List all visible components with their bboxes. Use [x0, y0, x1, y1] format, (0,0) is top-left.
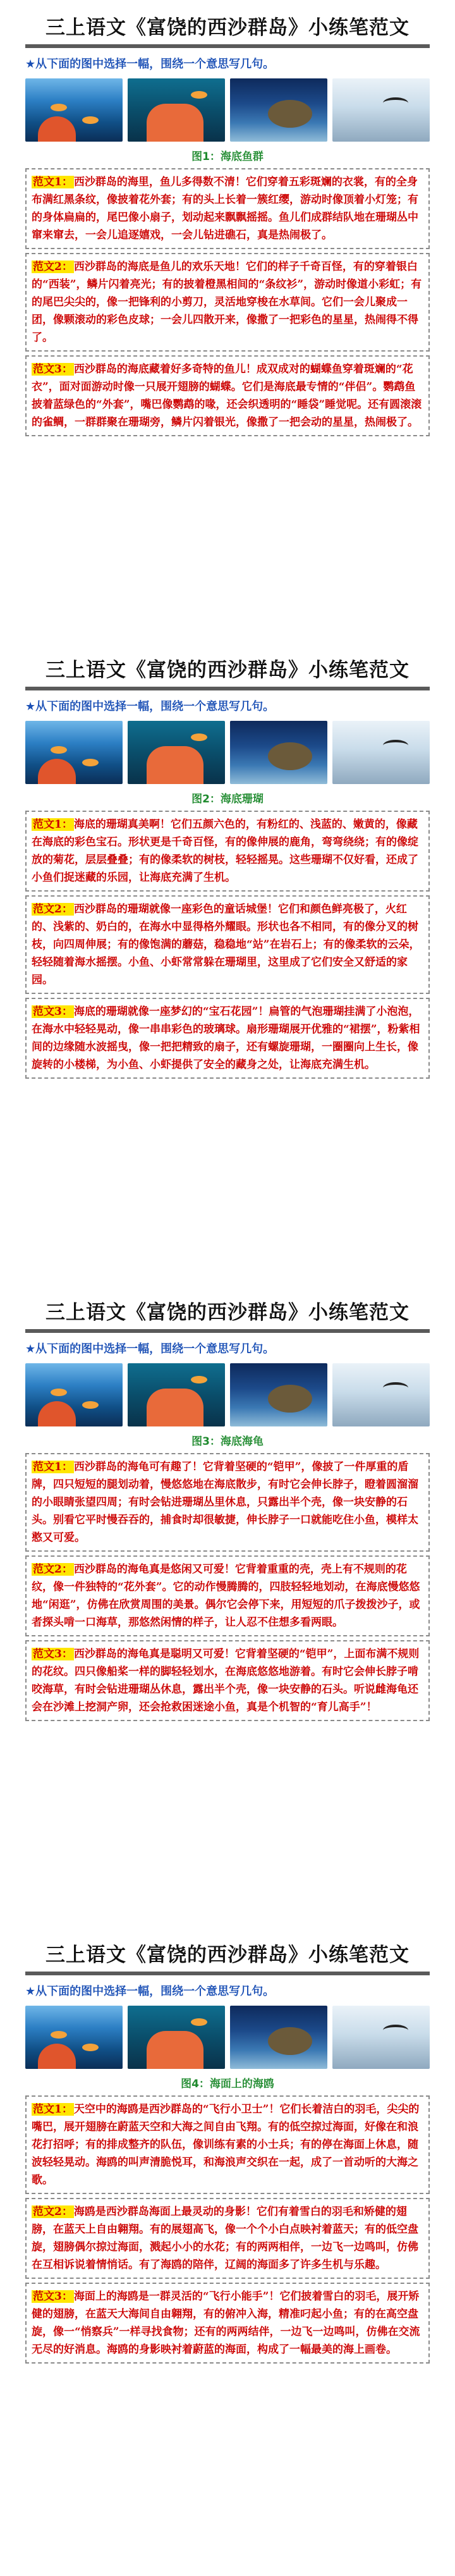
sample-label: 范文2： [33, 1563, 73, 1576]
turtle-scene-image [230, 78, 327, 142]
instruction: ★从下面的图中选择一幅，围绕一个意思写几句。 [25, 58, 275, 71]
sample-paragraph [25, 253, 430, 352]
fish-scene-image [25, 2006, 123, 2069]
seabird-scene-image [332, 78, 430, 142]
section-4 [25, 1942, 430, 2364]
seabird-scene-image [332, 2006, 430, 2069]
page-title: 三上语文《富饶的西沙群岛》小练笔范文 [46, 1944, 410, 1966]
page-title: 三上语文《富饶的西沙群岛》小练笔范文 [46, 659, 410, 682]
title-divider [25, 44, 430, 48]
sample-paragraph [25, 1453, 430, 1552]
sample-paragraph [25, 895, 430, 994]
sample-label: 范文3： [33, 363, 73, 376]
sample-paragraph [25, 1640, 430, 1721]
image-strip [25, 721, 430, 784]
sample-paragraph [25, 168, 430, 249]
image-strip [25, 2006, 430, 2069]
sample-paragraph [25, 2095, 430, 2194]
image-caption: 图1：海底鱼群 [191, 150, 264, 163]
seabird-scene-image [332, 721, 430, 784]
sample-text: 西沙群岛的海底是鱼儿的欢乐天地！它们的样子千奇百怪，有的穿着银白的“西装”，鳞片闪着亮光；有的披着橙黑相间的“条纹衫”，游动时像道小彩虹；有的尾巴尖尖的，像一把锋利的小剪刀，灵活地穿梭在水草间。它们一会儿聚成一团，像颗滚动的彩色皮球；一会儿四散开来，像撒了一把彩色的星星，热闹得不得了。 [32, 261, 422, 344]
sample-label: 范文1： [33, 1461, 73, 1473]
fish-scene-image [25, 1363, 123, 1426]
sample-text: 海鸥是西沙群岛海面上最灵动的身影！它们有着雪白的羽毛和矫健的翅膀，在蓝天上自由翱翔。有的展翅高飞，像一个个小白点映衬着蓝天；有的低空盘旋，翅膀偶尔掠过海面，溅起小小的水花；有的两两相伴，一边飞一边鸣叫，仿佛在互相诉说着情悄话。有了海鸥的陪伴，辽阔的海面多了许多生机与乐趣。 [32, 2205, 418, 2271]
coral-scene-image [128, 2006, 225, 2069]
sample-label: 范文3： [33, 1648, 73, 1660]
sample-text: 天空中的海鸥是西沙群岛的“飞行小卫士”！它们长着洁白的羽毛，尖尖的嘴巴，展开翅膀在蔚蓝天空和大海之间自由飞翔。有的低空掠过海面，好像在和浪花打招呼；有的排成整齐的队伍，像训练有素的小士兵；有的停在海面上休息，随波轻轻晃动。海鸥的叫声清脆悦耳，和海浪声交织在一起，成了一首动听的大海之歌。 [32, 2103, 420, 2187]
sample-text: 西沙群岛的海里，鱼儿多得数不清！它们穿着五彩斑斓的衣裳，有的全身布满红黑条纹，像披着花外套；有的头上长着一簇红缨，游动时像顶着小灯笼；有的身体扁扁的，尾巴像小扇子，划动起来飘飘摇摇。鱼儿们成群结队地在珊瑚丛中窜来窜去，一会儿追逐嬉戏，一会儿钻进礁石，真是热闹极了。 [32, 176, 418, 242]
page-title: 三上语文《富饶的西沙群岛》小练笔范文 [46, 1301, 410, 1324]
sample-label: 范文1： [33, 2103, 73, 2116]
sample-text: 海底的珊瑚就像一座梦幻的“宝石花园”！扁管的气泡珊瑚挂满了小泡泡，在海水中轻轻晃动，像一串串彩色的玻璃球。扇形珊瑚展开优雅的“裙摆”，粉紫相间的边缘随水波摇曳，像一把把精致的扇子，还有螺旋珊瑚，一圈圈向上生长，像旋转的小楼梯，为小鱼、小虾提供了安全的藏身之处，让海底充满生机。 [32, 1005, 420, 1071]
sample-text: 西沙群岛的海龟可有趣了！它背着坚硬的“铠甲”，像披了一件厚重的盾牌，四只短短的腿划动着，慢悠悠地在海底散步，有时它会伸长脖子，瞪着圆溜溜的小眼睛张望四周；有时会钻进珊瑚丛里休息，只露出半个壳，像一块安静的石头。别看它平时慢吞吞的，捕食时却很敏捷，伸长脖子一口就能吃住小鱼，模样太憨又可爱。 [32, 1461, 418, 1544]
turtle-scene-image [230, 1363, 327, 1426]
coral-scene-image [128, 721, 225, 784]
sample-text: 海面上的海鸥是一群灵活的“飞行小能手”！它们披着雪白的羽毛，展开矫健的翅膀，在蓝天大海间自由翱翔，有的俯冲入海，精准叼起小鱼；有的在高空盘旋，像一“悄察兵”一样寻找食物；还有的两两结伴，一边飞一边鸣叫，仿佛在交流无尽的好消息。海鸥的身影映衬着蔚蓝的海面，构成了一幅最美的海上画卷。 [32, 2290, 420, 2356]
sample-label: 范文2： [33, 2205, 73, 2218]
sample-paragraph [25, 2283, 430, 2364]
sample-label: 范文2： [33, 261, 73, 273]
image-caption: 图3：海底海龟 [191, 1435, 264, 1448]
sample-paragraph [25, 355, 430, 436]
sample-paragraph [25, 2198, 430, 2279]
sample-paragraph [25, 998, 430, 1079]
section-1 [25, 15, 430, 436]
sample-text: 西沙群岛的海龟真是聪明又可爱！它背着坚硬的“铠甲”，上面布满不规则的花纹。四只像船桨一样的脚轻轻划水，在海底悠悠地游着。有时它会伸长脖子啃咬海草，有时会钻进珊瑚丛休息，露出半个壳，像一块安静的石头。听说雌海龟还会在沙滩上挖洞产卵，还会抢救困迷途小鱼，真是个机智的“育儿高手”！ [32, 1648, 420, 1714]
seabird-scene-image [332, 1363, 430, 1426]
instruction: ★从下面的图中选择一幅，围绕一个意思写几句。 [25, 700, 275, 713]
sample-text: 海底的珊瑚真美啊！它们五颜六色的，有粉红的、浅蓝的、嫩黄的，像藏在海底的彩色宝石。形状更是千奇百怪，有的像伸展的鹿角，弯弯绕绕；有的像绽放的菊花，层层叠叠；有的像柔软的树枝，轻轻摇晃。这些珊瑚不仅好看，还成了小鱼们捉迷藏的乐园，让海底充满了生机。 [32, 818, 418, 884]
sample-paragraph [25, 811, 430, 892]
title-divider [25, 1972, 430, 1975]
image-caption: 图2：海底珊瑚 [191, 793, 264, 806]
instruction: ★从下面的图中选择一幅，围绕一个意思写几句。 [25, 1985, 275, 1998]
sample-label: 范文1： [33, 818, 73, 831]
title-divider [25, 1329, 430, 1333]
sample-text: 西沙群岛的珊瑚就像一座彩色的童话城堡！它们和颜色鲜亮极了，火红的、浅紫的、奶白的，在海水中显得格外耀眼。形状也各不相同，有的像分叉的树枝，向四周伸展；有的像饱满的蘑菇，稳稳地“站”在岩石上；有的像柔软的云朵，轻轻随着海水摇摆。小鱼、小虾常常躲在珊瑚里，这里成了它们安全又舒适的家园。 [32, 903, 420, 986]
turtle-scene-image [230, 2006, 327, 2069]
sample-label: 范文3： [33, 2290, 73, 2303]
sample-text: 西沙群岛的海底藏着好多奇特的鱼儿！成双成对的蝴蝶鱼穿着斑斓的“花衣”，面对面游动时像一只展开翅膀的蝴蝶。它们是海底最专情的“伴侣”。鹦鹉鱼披着蓝绿色的“外套”，嘴巴像鹦鹉的喙，还会织透明的“睡袋”睡觉呢。还有圆滚滚的雀鲷，一群群聚在珊瑚旁，鳞片闪着银光，像撒了一把会动的星星，热闹极了。 [32, 363, 422, 429]
coral-scene-image [128, 78, 225, 142]
fish-scene-image [25, 78, 123, 142]
image-caption: 图4：海面上的海鸥 [181, 2078, 274, 2090]
sample-paragraph [25, 1555, 430, 1636]
sample-text: 西沙群岛的海龟真是悠闲又可爱！它背着重重的壳，壳上有不规则的花纹，像一件独特的“花外套”。它的动作慢腾腾的，四肢轻轻地划动，在海底慢悠悠地“闲逛”，仿佛在欣赏周围的美景。偶尔它会停下来，用短短的爪子拨拨沙子，或者探头啃一口海草，那悠然闲情的样子，让人忍不住想多看两眼。 [32, 1563, 420, 1629]
page-title: 三上语文《富饶的西沙群岛》小练笔范文 [46, 16, 410, 39]
fish-scene-image [25, 721, 123, 784]
instruction: ★从下面的图中选择一幅，围绕一个意思写几句。 [25, 1342, 275, 1356]
turtle-scene-image [230, 721, 327, 784]
sample-label: 范文3： [33, 1005, 73, 1018]
title-divider [25, 687, 430, 690]
coral-scene-image [128, 1363, 225, 1426]
image-strip [25, 78, 430, 142]
sample-label: 范文2： [33, 903, 73, 916]
section-2 [25, 658, 430, 1079]
image-strip [25, 1363, 430, 1426]
section-3 [25, 1300, 430, 1721]
sample-label: 范文1： [33, 176, 73, 188]
